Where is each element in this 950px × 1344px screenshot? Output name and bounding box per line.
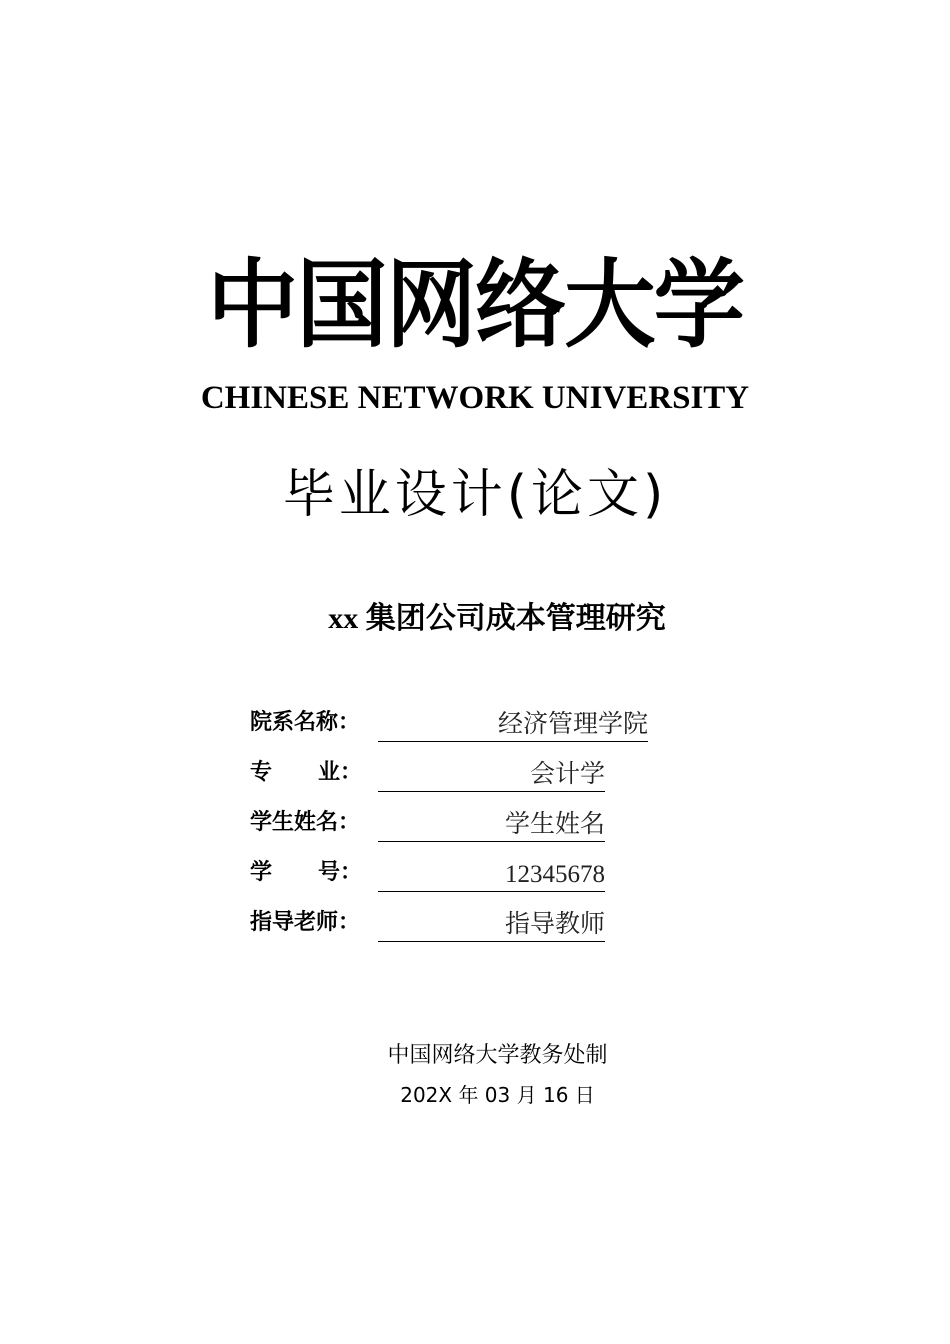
info-row-advisor <box>250 900 750 950</box>
student-id-value: 12345678 <box>505 861 605 888</box>
info-row-student-name <box>250 800 750 850</box>
issuing-office: 中国网络大学教务处制 <box>387 1043 608 1068</box>
info-row-major <box>250 750 750 800</box>
student-name-label: 学生姓名： <box>250 810 361 835</box>
info-row-student-id <box>250 850 750 900</box>
thesis-title: xx 集团公司成本管理研究 <box>328 602 666 635</box>
document-type-heading: 毕业设计(论文) <box>282 465 668 525</box>
department-value: 经济管理学院 <box>497 711 648 738</box>
advisor-value: 指导教师 <box>504 911 605 938</box>
student-name-value: 学生姓名 <box>504 811 605 838</box>
student-info-block <box>250 700 750 950</box>
advisor-label: 指导老师： <box>250 910 361 935</box>
student-id-label: 学 号： <box>250 860 362 885</box>
major-value: 会计学 <box>529 761 605 788</box>
university-name-chinese: 中国网络大学 <box>207 248 743 361</box>
major-label: 专 业： <box>250 760 362 785</box>
info-row-department <box>250 700 750 750</box>
university-name-english: CHINESE NETWORK UNIVERSITY <box>200 380 750 416</box>
document-date: 202X 年 03 月 16 日 <box>400 1083 595 1107</box>
department-label: 院系名称： <box>250 710 361 735</box>
